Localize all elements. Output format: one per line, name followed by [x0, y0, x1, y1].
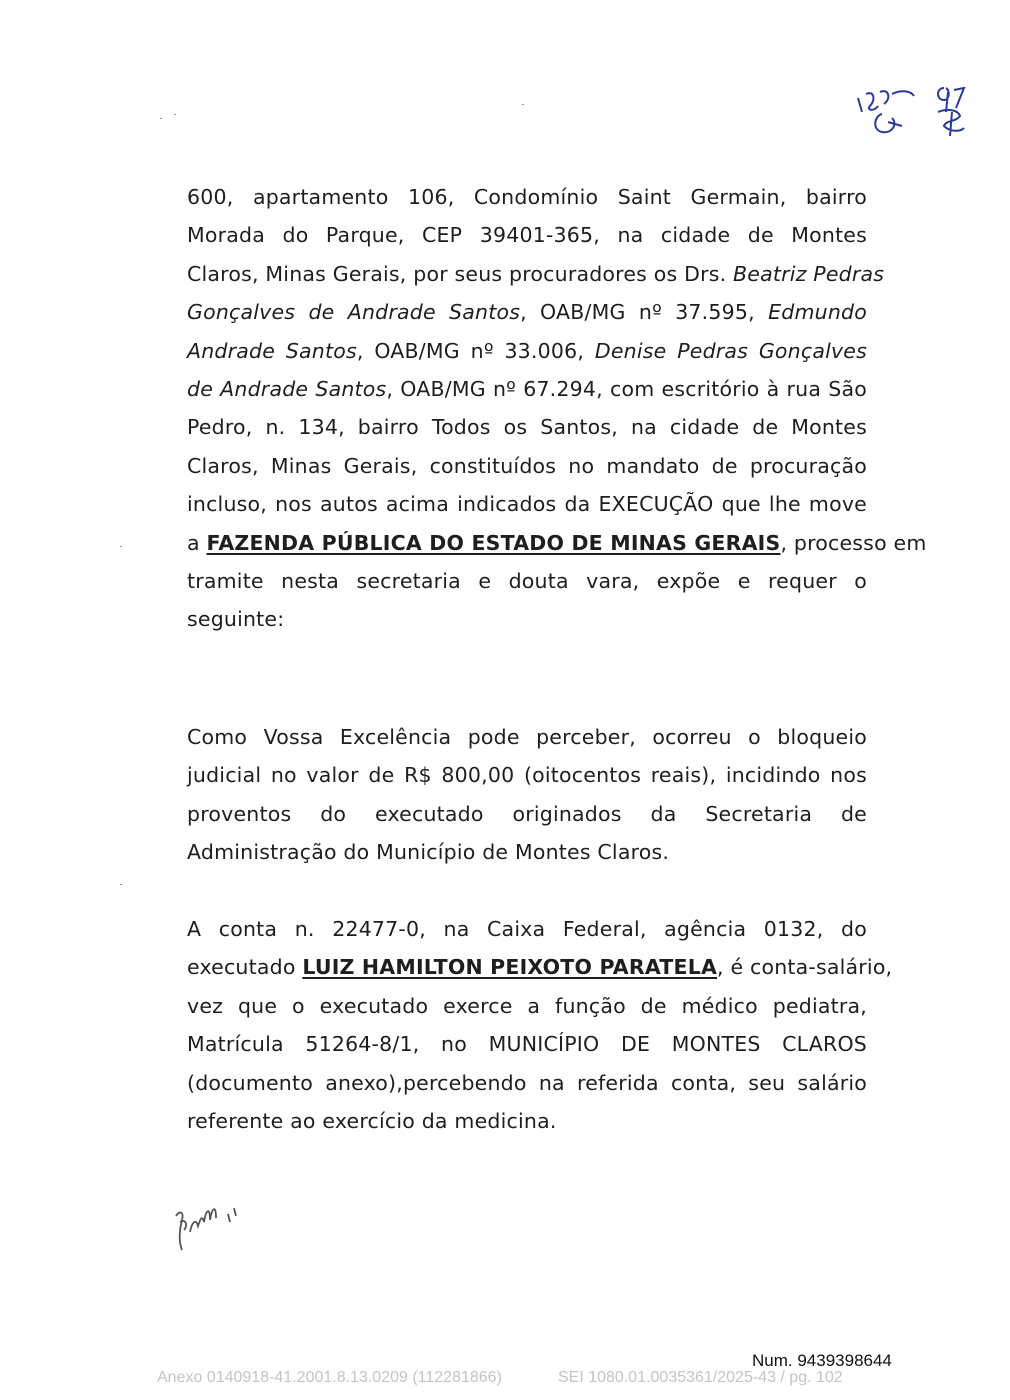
text-line	[187, 524, 927, 562]
text-run: , OAB/MG nº 33.006,	[356, 338, 595, 363]
text-line	[187, 255, 885, 293]
text-run: , OAB/MG nº 37.595,	[520, 300, 769, 325]
text-line: (documento anexo),percebendo na referida conta, seu salário	[187, 1070, 867, 1095]
text-run: , OAB/MG nº 67.294, com escritório à rua São	[386, 376, 868, 401]
lawyer-name: de Andrade Santos	[187, 376, 387, 401]
text-line: tramite nesta secretaria e douta vara, expõe e requer o	[187, 568, 867, 593]
sei-page-reference: SEI 1080.01.0035361/2025-43 / pg. 102	[558, 1369, 843, 1386]
scan-speck	[174, 114, 176, 115]
scan-speck	[120, 546, 122, 547]
scan-speck	[160, 118, 162, 119]
text-line	[187, 370, 867, 408]
text-line	[187, 948, 893, 986]
creditor-name: FAZENDA PÚBLICA DO ESTADO DE MINAS GERAIS	[206, 530, 781, 555]
lawyer-name: Andrade Santos	[187, 338, 357, 363]
text-line: seguinte:	[187, 607, 285, 632]
handwritten-page-mark-140	[852, 84, 922, 140]
text-line: A conta n. 22477-0, na Caixa Federal, agência 0132, do	[187, 917, 867, 941]
scan-speck	[120, 884, 122, 885]
text-line: proventos do executado originados da Secretaria de	[187, 801, 867, 826]
signature-initials	[170, 1196, 250, 1256]
paragraph-party-qualification	[187, 178, 927, 639]
debtor-name: LUIZ HAMILTON PEIXOTO PARATELA	[302, 955, 718, 980]
text-line: Como Vossa Excelência pode perceber, ocorreu o bloqueio	[187, 725, 867, 749]
text-line: Administração do Município de Montes Claros.	[187, 840, 670, 865]
scan-speck	[522, 104, 524, 105]
text-run: a	[187, 530, 207, 555]
text-line: Claros, Minas Gerais, constituídos no mandato de procuração	[187, 453, 867, 478]
annex-reference: Anexo 0140918-41.2001.8.13.0209 (112281866)	[157, 1369, 502, 1386]
lawyer-name: Denise Pedras Gonçalves	[594, 338, 867, 363]
text-run: , processo em	[780, 530, 927, 555]
text-line: judicial no valor de R$ 800,00 (oitocentos reais), incidindo nos	[187, 763, 867, 788]
document-number: Num. 9439398644	[752, 1351, 892, 1370]
text-line: referente ao exercício da medicina.	[187, 1108, 557, 1133]
text-line: incluso, nos autos acima indicados da EXECUÇÃO que lhe move	[187, 492, 867, 517]
text-line: Pedro, n. 134, bairro Todos os Santos, na cidade de Montes	[187, 415, 867, 440]
text-run: executado	[187, 955, 303, 980]
text-line: Matrícula 51264-8/1, no MUNICÍPIO DE MONTES CLAROS	[187, 1032, 867, 1057]
lawyer-name: Gonçalves de Andrade Santos	[187, 300, 521, 325]
text-line: Morada do Parque, CEP 39401-365, na cidade de Montes	[187, 223, 867, 248]
text-line	[187, 332, 867, 370]
text-run: Claros, Minas Gerais, por seus procuradores os Drs.	[187, 261, 734, 286]
paragraph-judicial-block	[187, 718, 867, 872]
handwritten-page-mark-97	[930, 82, 974, 140]
lawyer-name: Edmundo	[768, 300, 867, 325]
paragraph-salary-account	[187, 910, 893, 1140]
text-line: vez que o executado exerce a função de médico pediatra,	[187, 993, 867, 1018]
text-line	[187, 293, 867, 331]
lawyer-name: Beatriz Pedras	[733, 261, 885, 286]
text-run: , é conta-salário,	[717, 955, 893, 980]
text-line: 600, apartamento 106, Condomínio Saint Germain, bairro	[187, 185, 867, 209]
